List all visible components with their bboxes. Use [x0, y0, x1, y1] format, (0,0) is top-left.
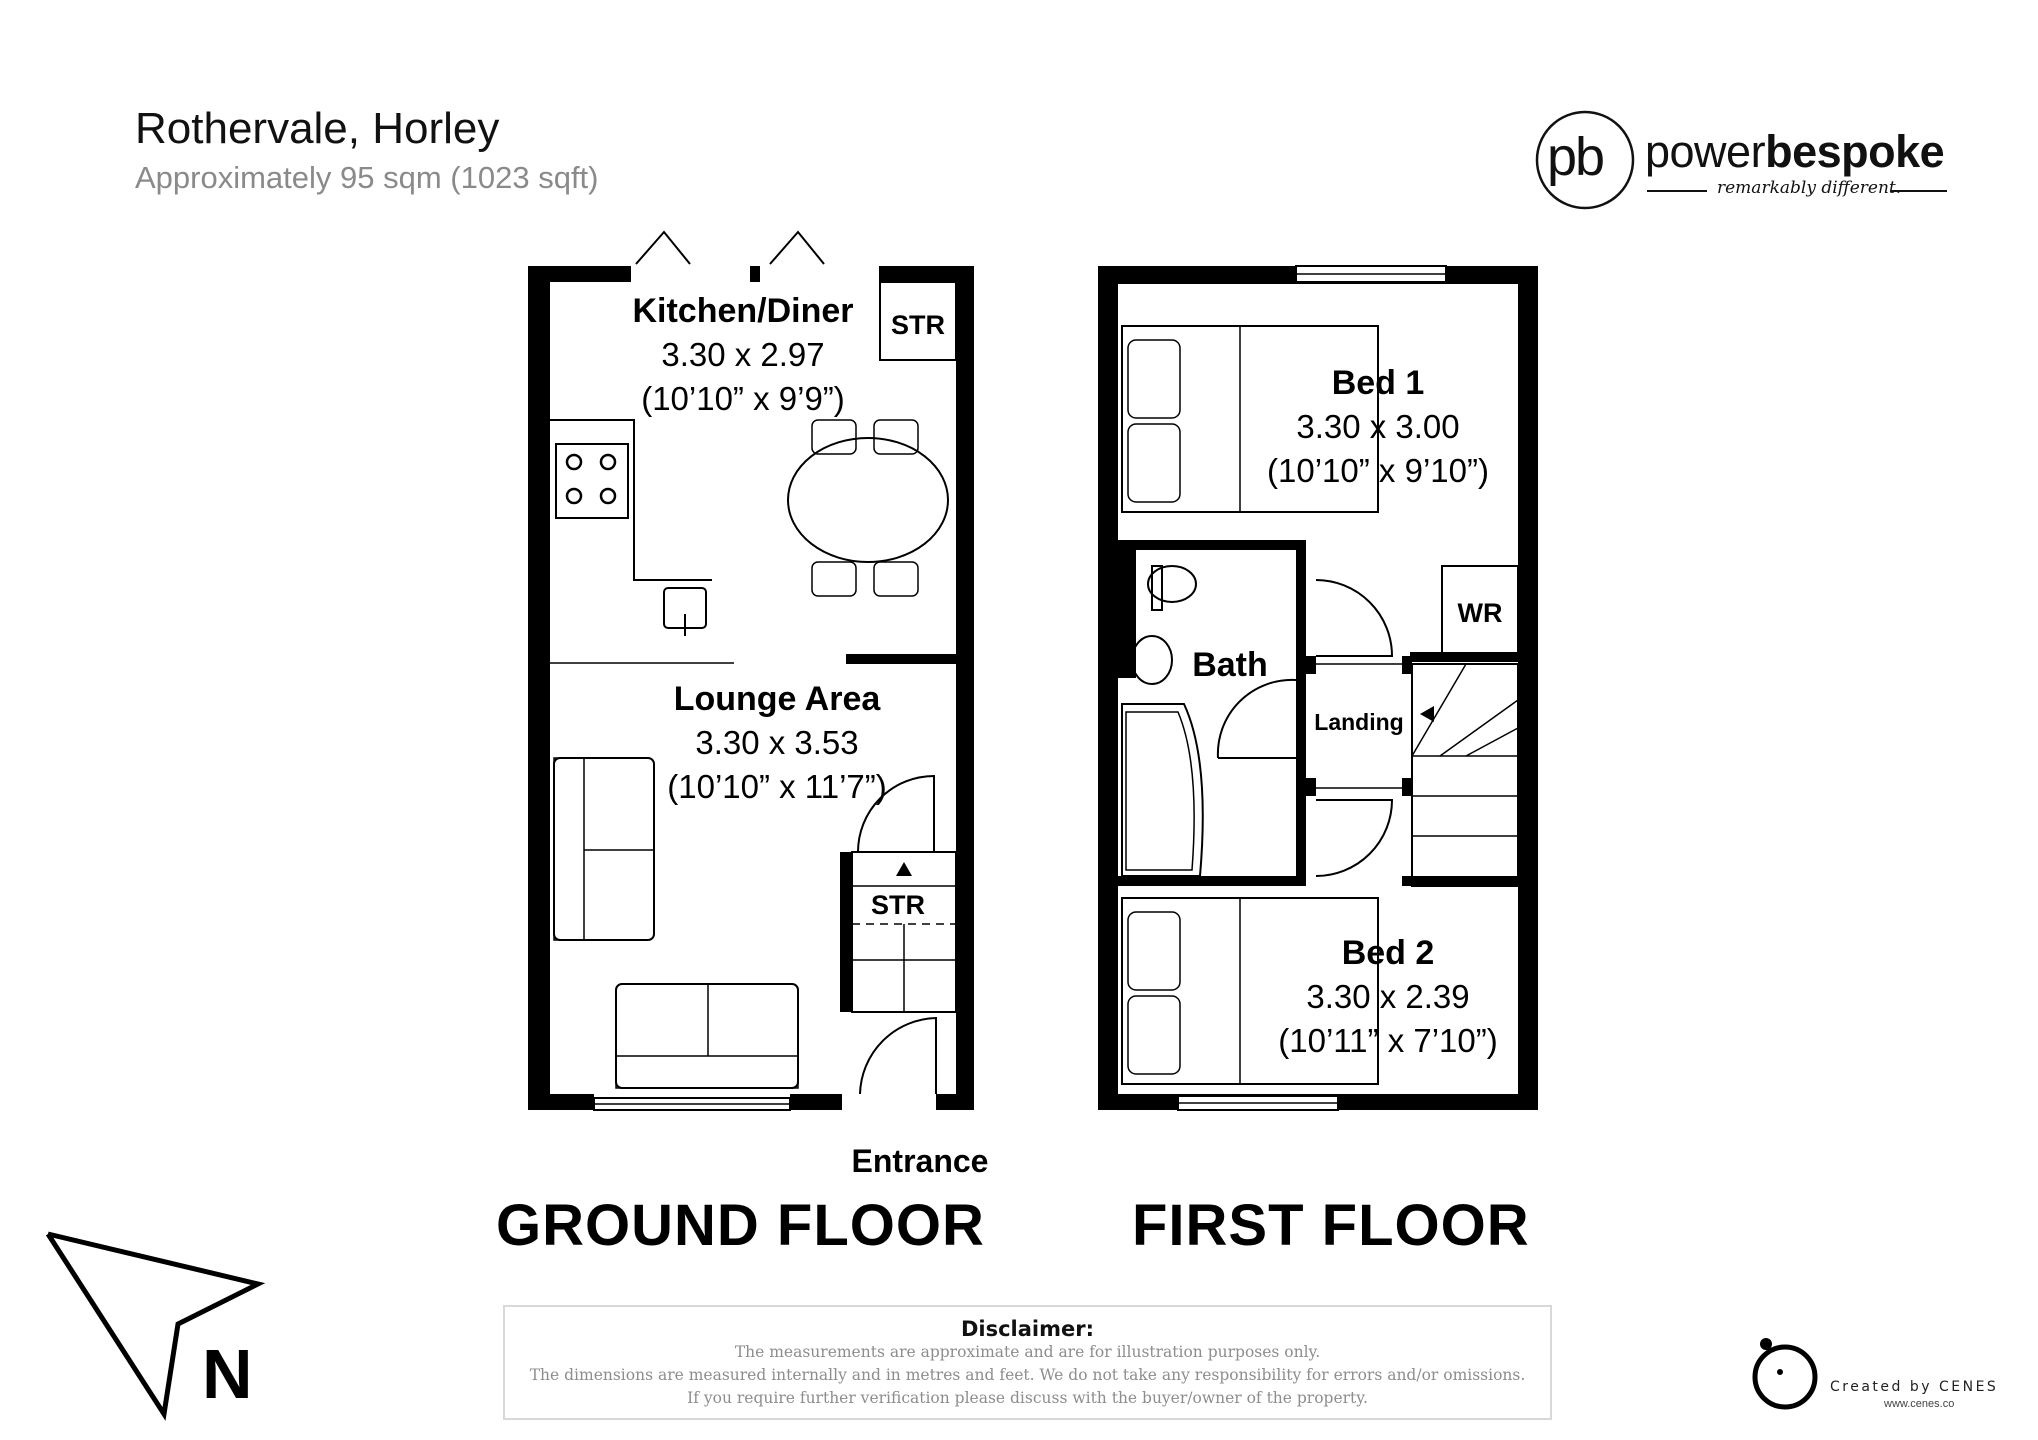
gf-wall-right — [956, 266, 974, 1110]
kitchen-dim-ft: (10’10” x 9’9”) — [641, 380, 845, 417]
disclaimer-title: Disclaimer: — [960, 1317, 1095, 1341]
north-letter: N — [202, 1335, 253, 1413]
ground-floor-label: GROUND FLOOR — [496, 1193, 985, 1258]
logo-word-light: power — [1645, 126, 1766, 177]
cenes-logo-icon — [1755, 1338, 1815, 1407]
logo-monogram: pb — [1547, 127, 1604, 187]
bath-label: Bath — [1192, 646, 1268, 684]
bed-2-dim-ft: (10’11” x 7’10”) — [1278, 1022, 1498, 1059]
hob-icon — [556, 444, 628, 518]
stair-store-label: STR — [871, 890, 925, 920]
disclaimer-line: If you require further verification please discuss with the buyer/owner of the property. — [687, 1389, 1368, 1407]
lounge-dim-ft: (10’10” x 11’7”) — [667, 768, 887, 805]
toilet-icon — [1148, 566, 1196, 602]
property-title: Rothervale, Horley — [135, 104, 500, 153]
property-area: Approximately 95 sqm (1023 sqft) — [135, 160, 599, 195]
sofa-side-icon — [554, 758, 654, 940]
bed-2-label: Bed 2 — [1341, 934, 1435, 972]
disclaimer-box — [503, 1305, 1552, 1420]
landing-label: Landing — [1314, 709, 1404, 735]
ff-wall-left — [1098, 266, 1118, 1110]
first-floor-label: FIRST FLOOR — [1132, 1193, 1530, 1258]
bed-1-label: Bed 1 — [1331, 364, 1425, 402]
lounge-dim-m: 3.30 x 3.53 — [695, 724, 859, 761]
wardrobe-label: WR — [1457, 598, 1503, 628]
bed-1-dim-m: 3.30 x 3.00 — [1296, 408, 1460, 445]
entrance-label: Entrance — [851, 1143, 989, 1179]
logo-tagline: remarkably different. — [1717, 178, 1902, 198]
logo-word-bold: bespoke — [1765, 126, 1945, 177]
ff-wall-right — [1518, 266, 1538, 1110]
bed-1-dim-ft: (10’10” x 9’10”) — [1267, 452, 1489, 489]
basin-icon — [1132, 636, 1172, 684]
gf-wall-top — [528, 266, 974, 282]
bed-2-dim-m: 3.30 x 2.39 — [1306, 978, 1470, 1015]
gf-wall-bottom-left — [528, 1094, 594, 1110]
kitchen-label: Kitchen/Diner — [632, 292, 854, 330]
gf-wall-bottom-right — [936, 1094, 974, 1110]
room-labels — [632, 292, 1502, 1179]
disclaimer-line: The measurements are approximate and are for illustration purposes only. — [734, 1343, 1321, 1361]
sofa-bottom-icon — [616, 984, 798, 1088]
disclaimer-line: The dimensions are measured internally and in metres and feet. We do not take any responsibility for errors and/or omissions. — [529, 1366, 1526, 1384]
gf-wall-bottom-mid — [790, 1094, 842, 1110]
lounge-label: Lounge Area — [673, 680, 881, 718]
credit-text: Created by CENES — [1830, 1379, 1999, 1395]
ff-stairs — [1412, 664, 1518, 886]
dining-table-icon — [788, 438, 948, 562]
credit-url: www.cenes.co — [1884, 1398, 1955, 1410]
kitchen-dim-m: 3.30 x 2.97 — [661, 336, 825, 373]
gf-wall-left — [528, 266, 550, 1110]
bath-icon — [1122, 704, 1203, 876]
gf-top-store-label: STR — [891, 310, 945, 340]
